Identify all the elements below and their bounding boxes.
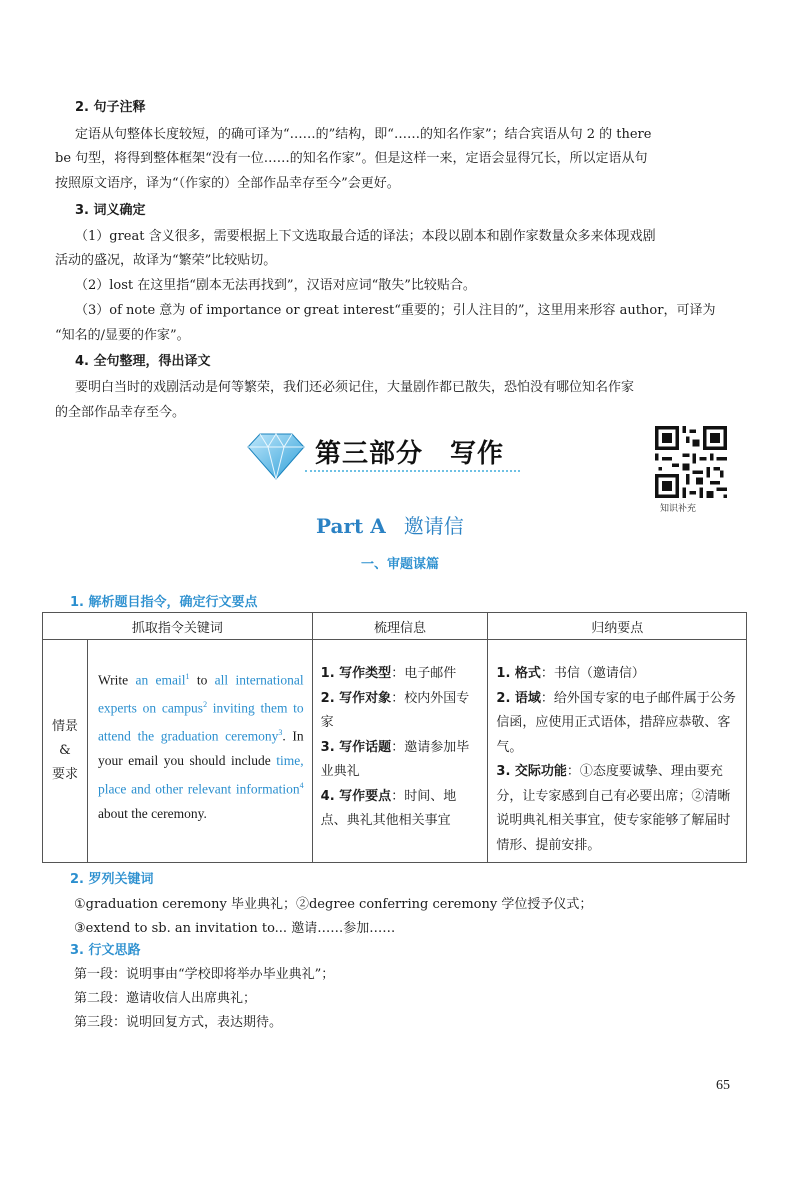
keyword-highlight: all international experts on campus <box>97 672 304 716</box>
keyword-index: 2 <box>203 700 208 709</box>
analysis-table <box>42 612 747 863</box>
section-title: 第三部分 写作 <box>315 439 505 469</box>
point-item <box>496 662 740 687</box>
keyword-index: 1 <box>185 672 190 681</box>
word-choice-heading: 3. 词义确定 <box>75 203 146 218</box>
paragraph-line: 按照原文语序，译为“（作家的）全部作品幸存至今”会更好。 <box>55 176 400 191</box>
keyword-highlight: inviting them to attend the graduation ceremony <box>97 700 304 744</box>
qr-code-icon[interactable] <box>655 426 727 498</box>
keyword-line: ③extend to sb. an invitation to... 邀请……参加…… <box>74 921 396 936</box>
summary-points <box>488 640 747 863</box>
paragraph-line: 定语从句整体长度较短，的确可译为“……的”结构，即“……的知名作家”；结合宾语从句 2 的 there <box>75 127 652 142</box>
table-row <box>43 640 747 863</box>
part-label: Part A <box>316 514 386 538</box>
part-title <box>316 510 464 539</box>
point-value: ：给外国专家的电子邮件属于公务信函，应使用正式语体，措辞应恭敬、客气。 <box>496 690 736 755</box>
paragraph-line: （2）lost 在这里指“剧本无法再找到”，汉语对应词“散失”比较贴合。 <box>75 278 476 293</box>
info-value: ：校内外国专家 <box>320 690 470 730</box>
paragraph-line: “知名的/显要的作家”。 <box>55 328 190 343</box>
point-value: ：书信（邀请信） <box>540 666 645 681</box>
point-label: 2. 语域 <box>496 690 541 706</box>
banner-underline <box>305 470 520 476</box>
instruction-text: . In your email you should include <box>97 728 304 768</box>
paragraph-line: 要明白当时的戏剧活动是何等繁荣，我们还必须记住，大量剧作都已散失，恐怕没有哪位知名作家 <box>75 380 635 395</box>
part-name: 邀请信 <box>403 514 464 538</box>
info-item <box>321 662 482 687</box>
keyword-line: ①graduation ceremony 毕业典礼；②degree conferring ceremony 学位授予仪式； <box>74 897 593 912</box>
info-label: 3. 写作话题 <box>320 739 392 755</box>
table-header: 归纳要点 <box>488 613 747 640</box>
info-item <box>321 736 482 785</box>
keyword-index: 4 <box>299 780 304 790</box>
outline-line: 第三段：说明回复方式，表达期待。 <box>74 1015 283 1030</box>
paragraph-line: 活动的盛况，故译为“繁荣”比较贴切。 <box>55 253 277 268</box>
row-label-line: 要求 <box>51 767 78 782</box>
page-number: 65 <box>716 1078 730 1093</box>
table-header-row <box>43 613 747 640</box>
point-label: 3. 交际功能 <box>496 764 567 779</box>
info-item <box>321 687 482 736</box>
instruction-text: about the ceremony. <box>97 805 207 821</box>
step1-heading: 1. 解析题目指令，确定行文要点 <box>70 595 258 610</box>
outline-line: 第一段：说明事由“学校即将举办毕业典礼”； <box>74 967 335 982</box>
instruction-text: Write <box>97 672 136 688</box>
paragraph-line: （1）great 含义很多，需要根据上下文选取最合适的译法；本段以剧本和剧作家数量众多来体现戏剧 <box>75 229 656 244</box>
keyword-index: 3 <box>278 728 283 737</box>
info-value: ：时间、地点、典礼其他相关事宜 <box>320 788 457 828</box>
point-item <box>496 760 740 858</box>
info-label: 1. 写作类型 <box>320 666 392 681</box>
row-label <box>43 640 88 863</box>
info-value: ：电子邮件 <box>391 666 457 681</box>
paragraph-line: （3）of note 意为 of importance or great interest“重要的；引人注目的”，这里用来形容 author，可译为 <box>75 303 716 318</box>
info-item <box>321 785 482 834</box>
row-label-line: & <box>59 743 71 758</box>
final-translation-heading: 4. 全句整理，得出译文 <box>75 354 211 369</box>
info-value: ：邀请参加毕业典礼 <box>320 739 470 779</box>
info-label: 2. 写作对象 <box>320 690 392 706</box>
table-header: 梳理信息 <box>312 613 488 640</box>
paragraph-line: 的全部作品幸存至今。 <box>55 405 186 420</box>
organized-info <box>312 640 488 863</box>
outline-line: 第二段：邀请收信人出席典礼； <box>74 991 257 1006</box>
point-label: 1. 格式 <box>496 666 541 681</box>
step3-heading: 3. 行文思路 <box>70 943 141 958</box>
instruction-keywords <box>87 640 312 863</box>
qr-caption: 知识补充 <box>660 504 697 514</box>
step2-heading: 2. 罗列关键词 <box>70 872 154 887</box>
point-value: ：①态度要诚挚、理由要充分，让专家感到自己有必要出席；②清晰说明典礼相关事宜，使专家能够了解届时情形、提前安排。 <box>496 764 731 853</box>
keyword-highlight: an email <box>135 672 186 688</box>
point-item <box>496 687 740 761</box>
sentence-notes-heading: 2. 句子注释 <box>75 100 146 115</box>
keyword-highlight: time, place and other relevant information <box>97 753 304 796</box>
table-header: 抓取指令关键词 <box>43 613 313 640</box>
paragraph-line: be 句型，将得到整体框架“没有一位……的知名作家”。但是这样一来，定语会显得冗长，所以定语从句 <box>55 151 648 166</box>
row-label-line: 情景 <box>51 719 78 734</box>
info-label: 4. 写作要点 <box>320 788 392 804</box>
subsection-title: 一、审题谋篇 <box>360 557 439 572</box>
instruction-text: to <box>189 672 215 688</box>
